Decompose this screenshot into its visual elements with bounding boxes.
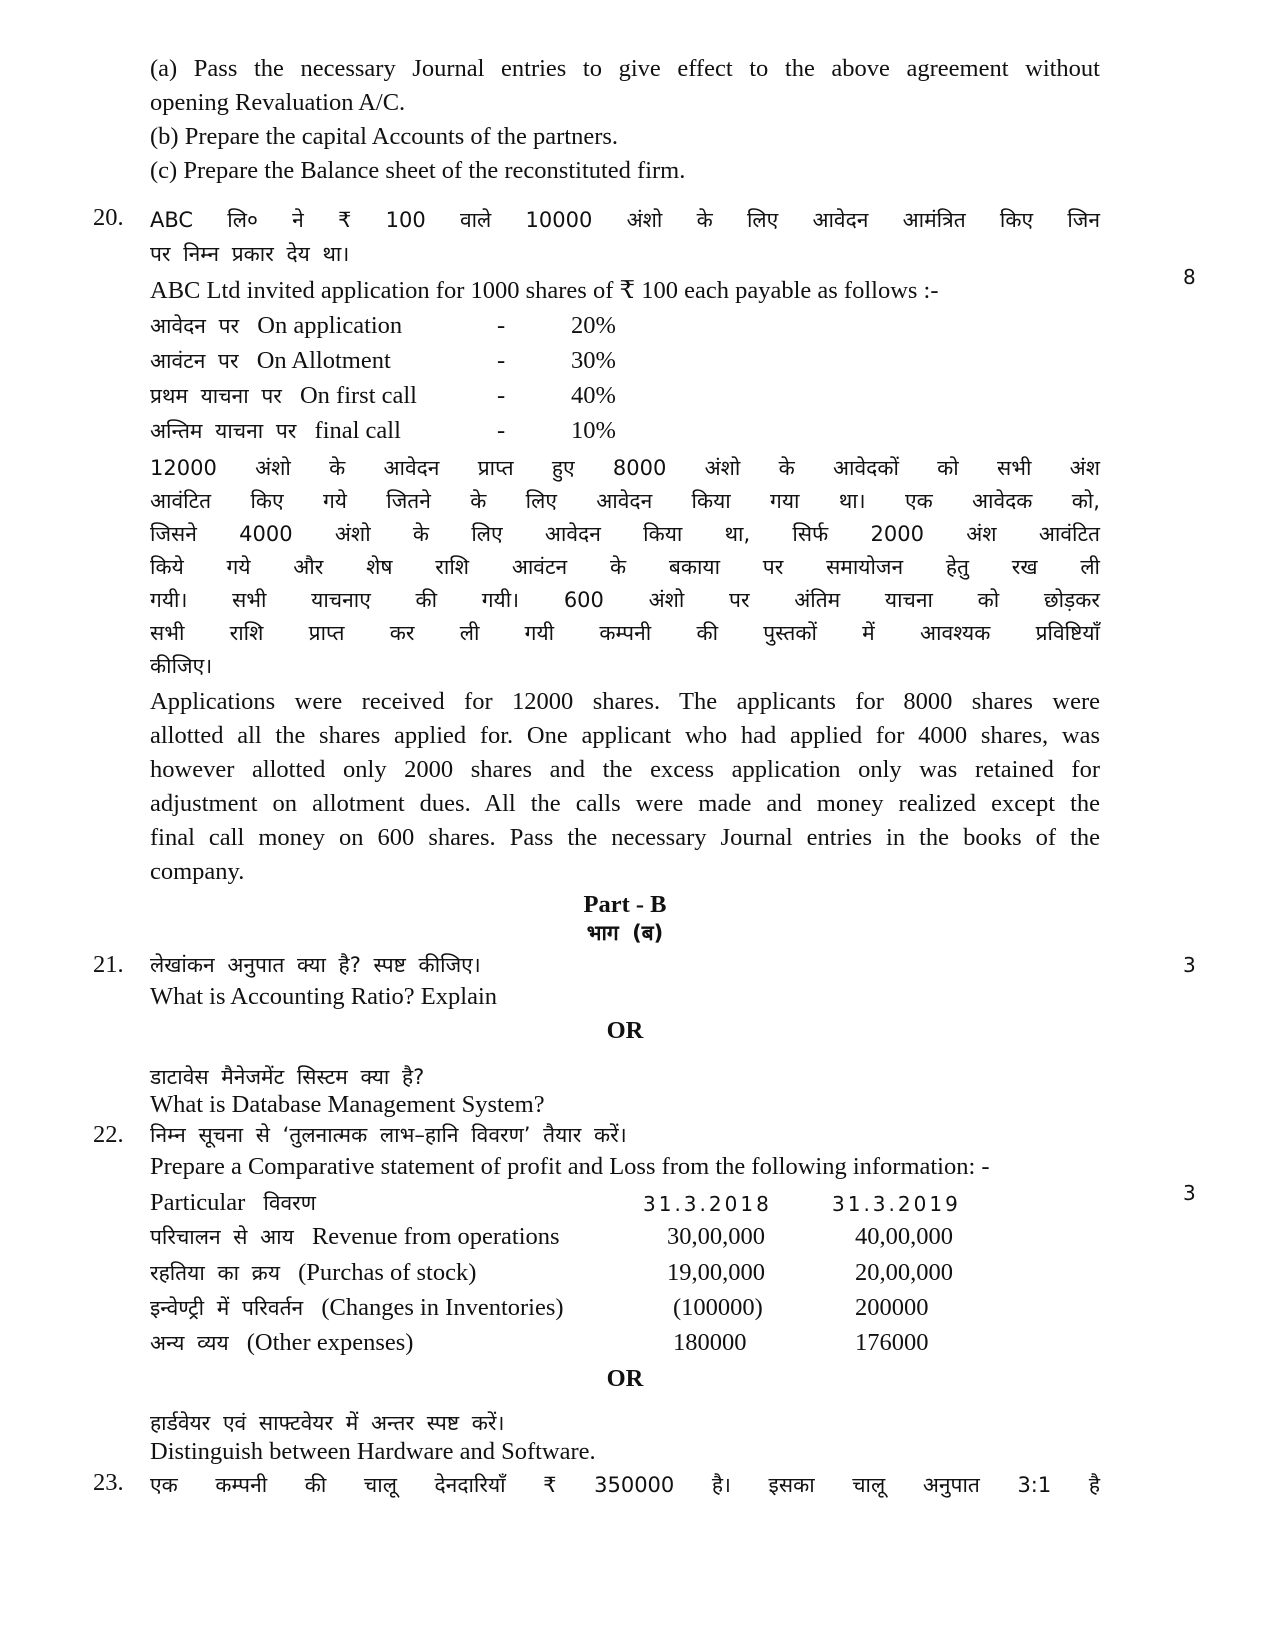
header-particular: Particular: [150, 1189, 246, 1216]
row-label-hindi: इन्वेण्ट्री में परिवर्तन: [150, 1296, 304, 1320]
or-label: OR: [606, 1365, 644, 1392]
value-2019: 176000: [855, 1329, 929, 1356]
q23-hindi: एक कम्पनी की चालू देनदारियाँ ₹ 350000 है। इसका चालू अनुपात 3:1 है: [150, 1473, 1100, 1497]
call-row: [150, 414, 401, 448]
call-hindi: आवंटन पर: [150, 349, 239, 373]
q20-hindi-body: आवंटित किए गये जितने के लिए आवेदन किया गया था। एक आवेदक को,: [150, 489, 1100, 513]
q22-alt-hindi: हार्डवेयर एवं साफ्टवेयर में अन्तर स्पष्ट करें।: [150, 1411, 505, 1435]
part-b-heading: Part - B: [583, 891, 667, 918]
question-number: 23.: [93, 1469, 124, 1496]
q20-english-body: adjustment on allotment dues. All the calls were made and money realized except the: [150, 790, 1100, 817]
marks-label: 3: [1183, 953, 1196, 977]
q21-alt-english: What is Database Management System?: [150, 1091, 545, 1118]
call-hindi: प्रथम याचना पर: [150, 384, 282, 408]
q20-hindi-body: गयी। सभी याचनाए की गयी। 600 अंशो पर अंतिम याचना को छोड़कर: [150, 588, 1100, 612]
call-row: [150, 344, 391, 378]
q20-english-intro: ABC Ltd invited application for 1000 shares of ₹ 100 each payable as follows :-: [150, 277, 939, 304]
row-label-hindi: परिचालन से आय: [150, 1225, 294, 1249]
marks-label: 8: [1183, 265, 1196, 289]
value-2019: 20,00,000: [855, 1259, 953, 1286]
q20-english-body: Applications were received for 12000 shares. The applicants for 8000 shares were: [150, 688, 1100, 715]
row-label-english: (Purchas of stock): [298, 1259, 477, 1286]
header-col-2019: 31.3.2019: [832, 1192, 961, 1216]
intro-line: opening Revaluation A/C.: [150, 89, 406, 116]
call-percent: 30%: [571, 347, 616, 374]
table-row: [150, 1256, 476, 1290]
value-2018: 180000: [673, 1329, 747, 1356]
call-percent: 40%: [571, 382, 616, 409]
question-number: 20.: [93, 204, 124, 231]
q20-english-body: final call money on 600 shares. Pass the necessary Journal entries in the books of the: [150, 824, 1100, 851]
q22-hindi: निम्न सूचना से ‘तुलनात्मक लाभ–हानि विवरण’ तैयार करें।: [150, 1123, 627, 1147]
table-row: [150, 1326, 413, 1360]
header-particular-hindi: विवरण: [263, 1191, 316, 1215]
q20-hindi-body: कीजिए।: [150, 654, 213, 678]
header-col-2018: 31.3.2018: [643, 1192, 772, 1216]
row-label-english: (Other expenses): [246, 1329, 414, 1356]
q22-english: Prepare a Comparative statement of profit and Loss from the following information: -: [150, 1153, 990, 1180]
q20-english-body: allotted all the shares applied for. One applicant who had applied for 4000 shares, was: [150, 722, 1100, 749]
part-b-heading-hindi: भाग (ब): [586, 921, 664, 945]
call-dash: -: [497, 347, 506, 374]
value-2019: 40,00,000: [855, 1223, 953, 1250]
question-number: 21.: [93, 951, 124, 978]
q20-hindi-body: जिसने 4000 अंशो के लिए आवेदन किया था, सिर्फ 2000 अंश आवंटित: [150, 522, 1100, 546]
q20-hindi-body: 12000 अंशो के आवेदन प्राप्त हुए 8000 अंशो के आवेदकों को सभी अंश: [150, 456, 1100, 480]
q20-hindi-intro: पर निम्न प्रकार देय था।: [150, 242, 350, 266]
call-hindi: अन्तिम याचना पर: [150, 419, 297, 443]
call-percent: 10%: [571, 417, 616, 444]
or-label: OR: [606, 1017, 644, 1044]
intro-line: (b) Prepare the capital Accounts of the partners.: [150, 123, 619, 150]
row-label-english: Revenue from operations: [311, 1223, 560, 1250]
call-dash: -: [497, 312, 506, 339]
intro-line: (a) Pass the necessary Journal entries to give effect to the above agreement without: [150, 55, 1100, 82]
question-number: 22.: [93, 1121, 124, 1148]
call-english: final call: [314, 417, 401, 444]
call-row: [150, 379, 417, 413]
call-english: On Allotment: [256, 347, 391, 374]
value-2018: 19,00,000: [667, 1259, 765, 1286]
q20-hindi-body: सभी राशि प्राप्त कर ली गयी कम्पनी की पुस्तकों में आवश्यक प्रविष्टियाँ: [150, 621, 1100, 645]
call-dash: -: [497, 382, 506, 409]
call-hindi: आवेदन पर: [150, 314, 240, 338]
q22-alt-english: Distinguish between Hardware and Software.: [150, 1438, 596, 1465]
row-label-hindi: रहतिया का क्रय: [150, 1261, 280, 1285]
q20-hindi-body: किये गये और शेष राशि आवंटन के बकाया पर समायोजन हेतु रख ली: [150, 555, 1100, 579]
q21-alt-hindi: डाटावेस मैनेजमेंट सिस्टम क्या है?: [150, 1065, 425, 1089]
call-english: On application: [257, 312, 403, 339]
q20-hindi-intro: ABC लि० ने ₹ 100 वाले 10000 अंशो के लिए आवेदन आमंत्रित किए जिन: [150, 208, 1100, 232]
value-2019: 200000: [855, 1294, 929, 1321]
table-row: [150, 1220, 560, 1254]
call-percent: 20%: [571, 312, 616, 339]
q21-english: What is Accounting Ratio? Explain: [150, 983, 498, 1010]
call-dash: -: [497, 417, 506, 444]
intro-line: (c) Prepare the Balance sheet of the reconstituted firm.: [150, 157, 686, 184]
marks-label: 3: [1183, 1181, 1196, 1205]
q20-english-body: company.: [150, 858, 245, 885]
q21-hindi: लेखांकन अनुपात क्या है? स्पष्ट कीजिए।: [150, 953, 481, 977]
row-label-hindi: अन्य व्यय: [150, 1331, 229, 1355]
value-2018: (100000): [673, 1294, 763, 1321]
table-header-particular: [150, 1186, 316, 1220]
q20-english-body: however allotted only 2000 shares and the excess application only was retained for: [150, 756, 1100, 783]
row-label-english: (Changes in Inventories): [321, 1294, 564, 1321]
value-2018: 30,00,000: [667, 1223, 765, 1250]
call-english: On first call: [299, 382, 417, 409]
call-row: [150, 309, 402, 343]
table-row: [150, 1291, 564, 1325]
